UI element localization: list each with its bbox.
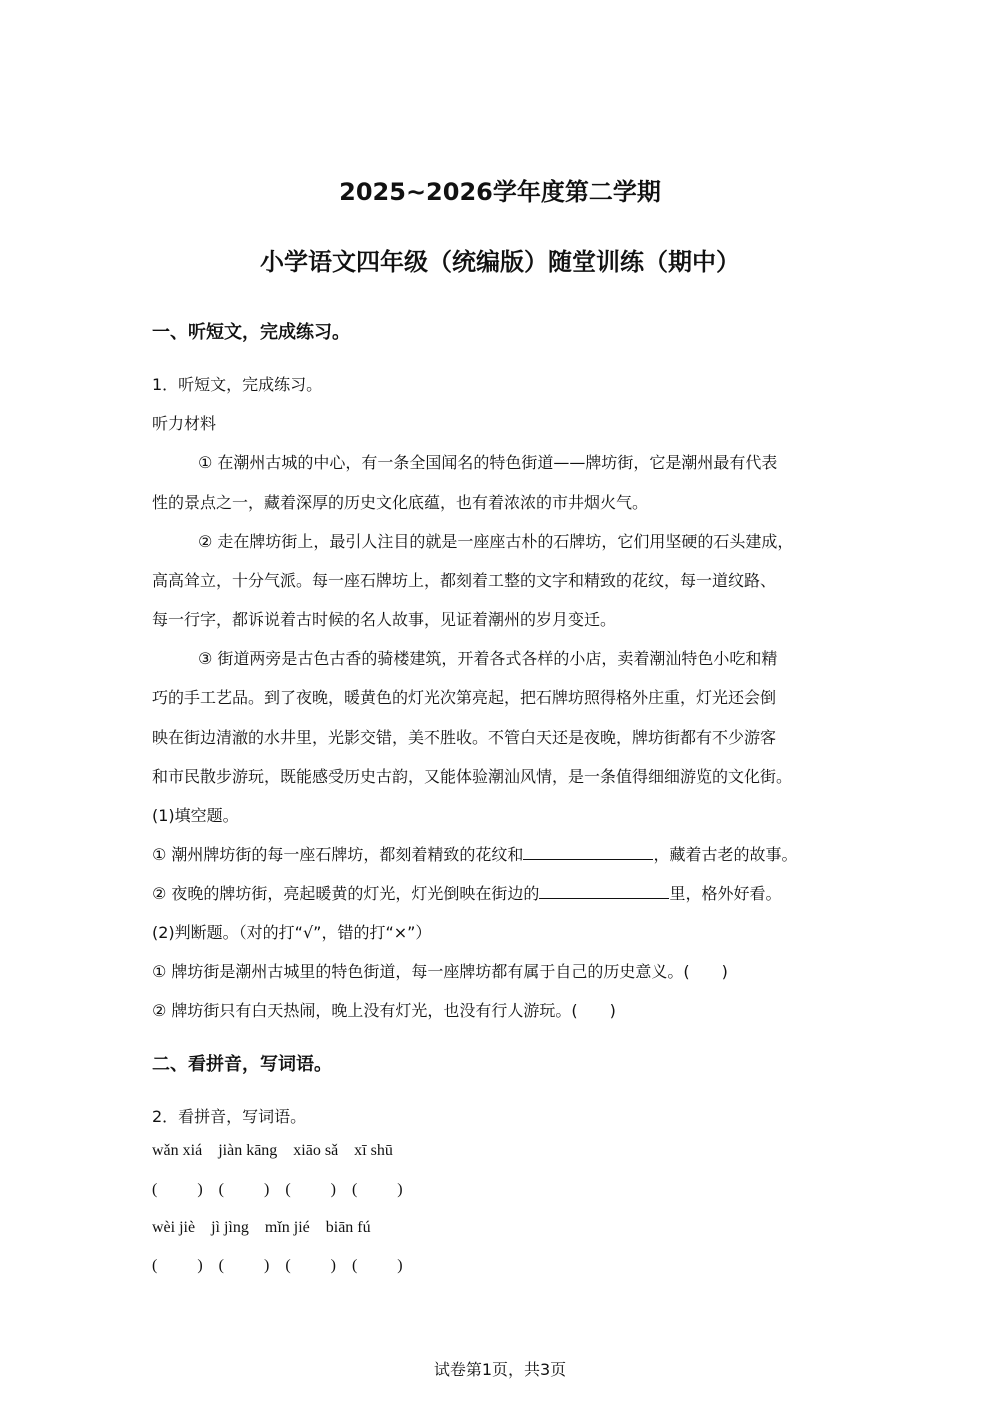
section2-heading: 二、看拼音，写词语。 <box>152 1054 332 1075</box>
exam-title-line2: 小学语文四年级（统编版）随堂训练（期中） <box>260 248 740 276</box>
para1-line1: ① 在潮州古城的中心，有一条全国闻名的特色街道——牌坊街，它是潮州最有代表 <box>198 453 778 472</box>
judge-title: (2)判断题。（对的打“√”，错的打“×”） <box>152 923 432 942</box>
para2-line1: ② 走在牌坊街上，最引人注目的就是一座座古朴的石牌坊，它们用坚硬的石头建成， <box>198 532 794 551</box>
fill2-blank[interactable] <box>539 884 669 899</box>
para3-line1: ③ 街道两旁是古色古香的骑楼建筑，开着各式各样的小店，卖着潮汕特色小吃和精 <box>198 649 778 668</box>
fill1-text-post: ，藏着古老的故事。 <box>653 845 798 864</box>
pinyin-row-2: wèi jiè jì jìng mǐn jié biān fú <box>152 1219 371 1236</box>
fill2-text-pre: ② 夜晚的牌坊街，亮起暖黄的灯光，灯光倒映在街边的 <box>152 884 540 903</box>
question2-label: 2．看拼音，写词语。 <box>152 1107 307 1126</box>
para2-line3: 每一行字，都诉说着古时候的名人故事，见证着潮州的岁月变迁。 <box>152 610 617 629</box>
page-footer: 试卷第1页，共3页 <box>433 1360 567 1379</box>
material-label: 听力材料 <box>152 414 217 433</box>
para3-line4: 和市民散步游玩，既能感受历史古韵，又能体验潮汕风情，是一条值得细细游览的文化街。 <box>152 767 793 786</box>
para2-line2: 高高耸立，十分气派。每一座石牌坊上，都刻着工整的文字和精致的花纹，每一道纹路、 <box>152 571 777 590</box>
fill-title: (1)填空题。 <box>152 806 239 825</box>
fill-question-1 <box>152 842 797 865</box>
question1-label: 1．听短文，完成练习。 <box>152 375 323 394</box>
fill1-blank[interactable] <box>523 845 653 860</box>
judge-question-1: ① 牌坊街是潮州古城里的特色街道，每一座牌坊都有属于自己的历史意义。( ) <box>152 962 728 981</box>
exam-title-line1: 2025~2026学年度第二学期 <box>339 178 661 206</box>
answer-boxes-row-2[interactable]: ( ) ( ) ( ) ( ) <box>152 1257 403 1274</box>
fill-question-2 <box>152 881 781 904</box>
judge-question-2: ② 牌坊街只有白天热闹，晚上没有灯光，也没有行人游玩。( ) <box>152 1001 616 1020</box>
para1-line2: 性的景点之一，藏着深厚的历史文化底蕴，也有着浓浓的市井烟火气。 <box>152 493 649 512</box>
answer-boxes-row-1[interactable]: ( ) ( ) ( ) ( ) <box>152 1181 403 1198</box>
para3-line2: 巧的手工艺品。到了夜晚，暖黄色的灯光次第亮起，把石牌坊照得格外庄重，灯光还会倒 <box>152 688 777 707</box>
fill2-text-post: 里，格外好看。 <box>669 884 782 903</box>
fill1-text-pre: ① 潮州牌坊街的每一座石牌坊，都刻着精致的花纹和 <box>152 845 524 864</box>
para3-line3: 映在街边清澈的水井里，光影交错，美不胜收。不管白天还是夜晚，牌坊街都有不少游客 <box>152 728 777 747</box>
pinyin-row-1: wǎn xiá jiàn kāng xiāo sǎ xī shū <box>152 1142 393 1159</box>
section1-heading: 一、听短文，完成练习。 <box>152 322 350 343</box>
